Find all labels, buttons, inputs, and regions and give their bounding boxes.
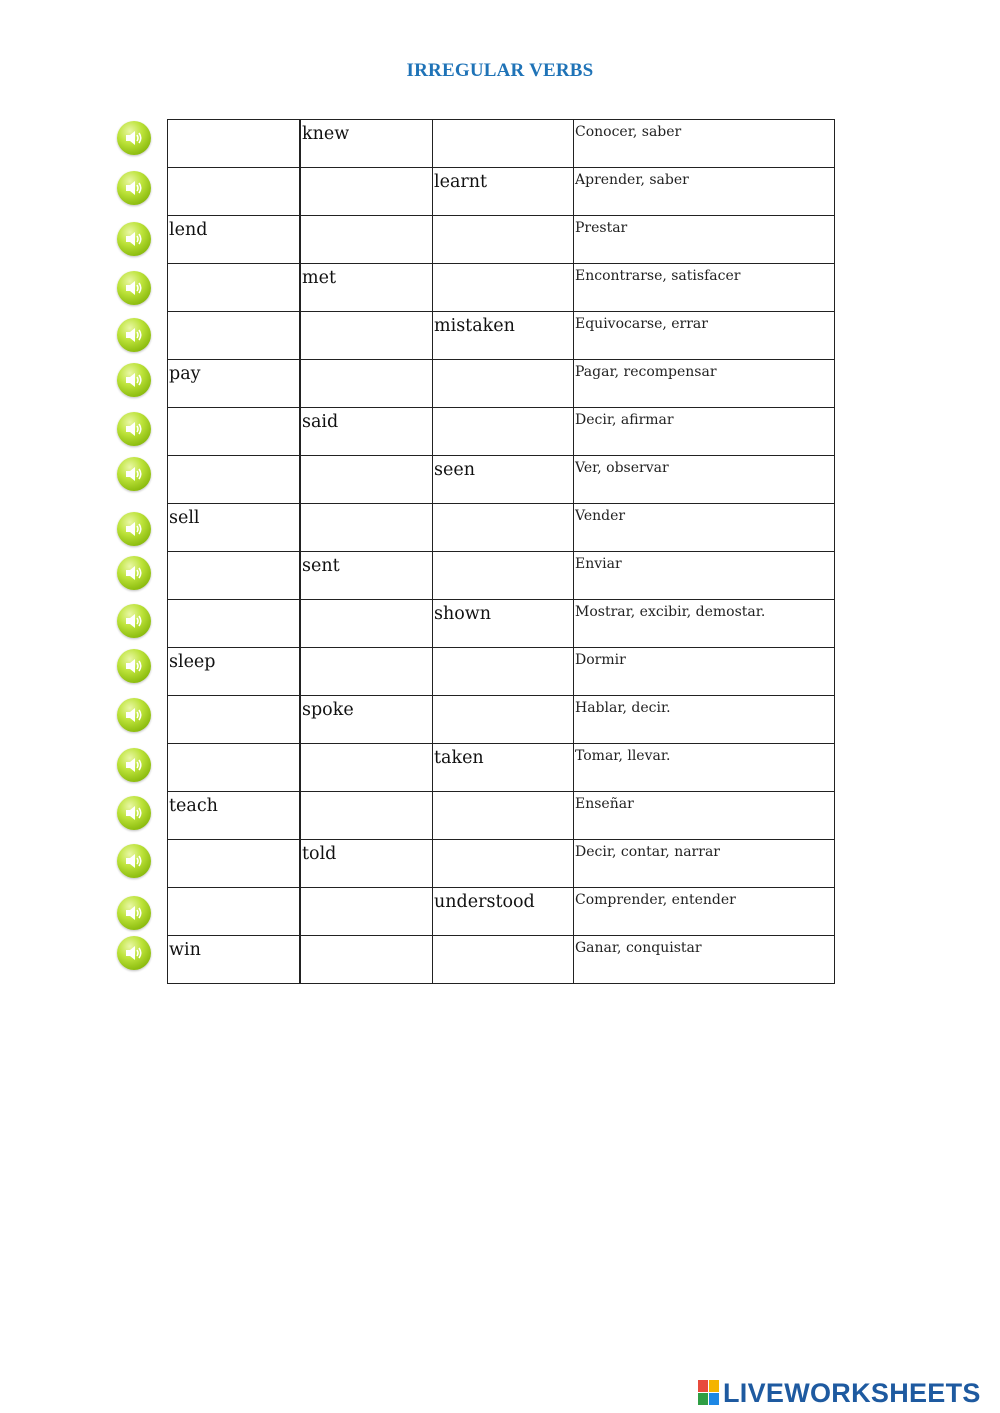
spanish-meaning: Prestar bbox=[575, 220, 628, 236]
past-participle-field-cell bbox=[433, 648, 574, 696]
table-row bbox=[168, 696, 835, 744]
base-form-field-cell bbox=[168, 120, 301, 168]
past-participle-field[interactable] bbox=[434, 792, 573, 818]
brand-footer bbox=[698, 1377, 981, 1409]
base-form-field[interactable] bbox=[169, 888, 299, 914]
past-simple-field-cell bbox=[300, 744, 433, 792]
table-row bbox=[168, 744, 835, 792]
past-simple-field[interactable] bbox=[302, 504, 432, 530]
past-participle-field-cell bbox=[433, 168, 574, 216]
spanish-meaning: Decir, afirmar bbox=[575, 412, 674, 428]
speaker-icon[interactable] bbox=[117, 121, 151, 155]
base-form-field[interactable] bbox=[169, 696, 299, 722]
past-simple-field[interactable] bbox=[302, 888, 432, 914]
spanish-meaning: Aprender, saber bbox=[575, 172, 689, 188]
meaning-cell bbox=[574, 888, 835, 936]
spanish-meaning: Hablar, decir. bbox=[575, 700, 671, 716]
spanish-meaning: Enviar bbox=[575, 556, 622, 572]
table-row bbox=[168, 840, 835, 888]
table-row bbox=[168, 504, 835, 552]
base-form-field[interactable] bbox=[169, 168, 299, 194]
meaning-cell bbox=[574, 504, 835, 552]
table-row bbox=[168, 168, 835, 216]
past-simple-field-cell bbox=[300, 936, 433, 984]
past-simple-field[interactable] bbox=[302, 312, 432, 338]
meaning-cell bbox=[574, 216, 835, 264]
base-form-field-cell bbox=[168, 744, 301, 792]
spanish-meaning: Comprender, entender bbox=[575, 892, 736, 908]
base-form-field[interactable]: pay bbox=[169, 364, 201, 384]
past-simple-field-cell bbox=[300, 840, 433, 888]
base-form-field[interactable]: lend bbox=[169, 220, 208, 240]
meaning-cell bbox=[574, 360, 835, 408]
meaning-cell bbox=[574, 744, 835, 792]
past-simple-field[interactable] bbox=[302, 168, 432, 194]
meaning-cell bbox=[574, 936, 835, 984]
spanish-meaning: Decir, contar, narrar bbox=[575, 844, 720, 860]
table-row bbox=[168, 648, 835, 696]
past-simple-field-cell bbox=[300, 792, 433, 840]
past-participle-field[interactable]: taken bbox=[434, 748, 484, 768]
brand-name: LIVEWORKSHEETS bbox=[723, 1377, 981, 1408]
meaning-cell bbox=[574, 312, 835, 360]
past-simple-field[interactable]: met bbox=[302, 268, 336, 288]
past-simple-field[interactable]: said bbox=[302, 412, 339, 432]
speaker-icon[interactable] bbox=[117, 512, 151, 546]
speaker-icon[interactable] bbox=[117, 698, 151, 732]
base-form-field-cell bbox=[168, 936, 301, 984]
base-form-field[interactable]: sell bbox=[169, 508, 200, 528]
base-form-field[interactable] bbox=[169, 552, 299, 578]
spanish-meaning: Ganar, conquistar bbox=[575, 940, 702, 956]
speaker-icon[interactable] bbox=[117, 896, 151, 930]
base-form-field[interactable]: sleep bbox=[169, 652, 216, 672]
base-form-field-cell bbox=[168, 840, 301, 888]
table-row bbox=[168, 936, 835, 984]
base-form-field-cell bbox=[168, 216, 301, 264]
past-participle-field-cell bbox=[433, 504, 574, 552]
past-participle-field-cell bbox=[433, 552, 574, 600]
table-row bbox=[168, 120, 835, 168]
meaning-cell bbox=[574, 264, 835, 312]
past-participle-field-cell bbox=[433, 792, 574, 840]
spanish-meaning: Vender bbox=[575, 508, 626, 524]
table-row bbox=[168, 264, 835, 312]
past-participle-field-cell bbox=[433, 360, 574, 408]
base-form-field-cell bbox=[168, 888, 301, 936]
past-simple-field-cell bbox=[300, 312, 433, 360]
speaker-icon[interactable] bbox=[117, 222, 151, 256]
page-title: IRREGULAR VERBS bbox=[406, 60, 594, 81]
past-participle-field[interactable]: learnt bbox=[434, 172, 488, 192]
verbs-table bbox=[167, 119, 835, 984]
past-simple-field[interactable] bbox=[302, 456, 432, 482]
past-participle-field[interactable]: shown bbox=[434, 604, 492, 624]
base-form-field[interactable] bbox=[169, 264, 299, 290]
past-participle-field[interactable] bbox=[434, 216, 573, 242]
speaker-icon[interactable] bbox=[117, 796, 151, 830]
past-participle-field[interactable] bbox=[434, 552, 573, 578]
past-participle-field-cell bbox=[433, 312, 574, 360]
base-form-field[interactable] bbox=[169, 408, 299, 434]
past-participle-field-cell bbox=[433, 888, 574, 936]
spanish-meaning: Tomar, llevar. bbox=[575, 748, 671, 764]
table-row bbox=[168, 312, 835, 360]
past-participle-field[interactable] bbox=[434, 264, 573, 290]
base-form-field-cell bbox=[168, 648, 301, 696]
past-simple-field[interactable] bbox=[302, 360, 432, 386]
spanish-meaning: Conocer, saber bbox=[575, 124, 682, 140]
base-form-field-cell bbox=[168, 408, 301, 456]
base-form-field[interactable]: win bbox=[169, 940, 201, 960]
spanish-meaning: Ver, observar bbox=[575, 460, 669, 476]
past-simple-field-cell bbox=[300, 648, 433, 696]
base-form-field-cell bbox=[168, 504, 301, 552]
speaker-icon[interactable] bbox=[117, 649, 151, 683]
past-simple-field[interactable]: knew bbox=[302, 124, 350, 144]
meaning-cell bbox=[574, 792, 835, 840]
past-simple-field-cell bbox=[300, 168, 433, 216]
past-participle-field-cell bbox=[433, 936, 574, 984]
meaning-cell bbox=[574, 648, 835, 696]
past-simple-field-cell bbox=[300, 696, 433, 744]
table-row bbox=[168, 552, 835, 600]
past-participle-field[interactable]: understood bbox=[434, 892, 535, 912]
meaning-cell bbox=[574, 120, 835, 168]
base-form-field-cell bbox=[168, 264, 301, 312]
table-row bbox=[168, 216, 835, 264]
speaker-icon[interactable] bbox=[117, 363, 151, 397]
base-form-field-cell bbox=[168, 552, 301, 600]
speaker-icon[interactable] bbox=[117, 604, 151, 638]
past-participle-field-cell bbox=[433, 120, 574, 168]
past-simple-field[interactable]: sent bbox=[302, 556, 340, 576]
base-form-field[interactable] bbox=[169, 744, 299, 770]
base-form-field-cell bbox=[168, 792, 301, 840]
speaker-icon[interactable] bbox=[117, 457, 151, 491]
past-simple-field[interactable] bbox=[302, 936, 432, 962]
liveworksheets-logo-icon bbox=[698, 1380, 720, 1406]
past-participle-field[interactable] bbox=[434, 696, 573, 722]
base-form-field-cell bbox=[168, 600, 301, 648]
table-row bbox=[168, 792, 835, 840]
past-participle-field-cell bbox=[433, 696, 574, 744]
meaning-cell bbox=[574, 840, 835, 888]
past-participle-field-cell bbox=[433, 216, 574, 264]
speaker-icon[interactable] bbox=[117, 748, 151, 782]
speaker-icon[interactable] bbox=[117, 318, 151, 352]
meaning-cell bbox=[574, 696, 835, 744]
meaning-cell bbox=[574, 552, 835, 600]
meaning-cell bbox=[574, 600, 835, 648]
past-simple-field[interactable] bbox=[302, 216, 432, 242]
past-simple-field-cell bbox=[300, 408, 433, 456]
past-participle-field-cell bbox=[433, 456, 574, 504]
spanish-meaning: Enseñar bbox=[575, 796, 634, 812]
past-simple-field[interactable] bbox=[302, 792, 432, 818]
table-row bbox=[168, 600, 835, 648]
past-simple-field-cell bbox=[300, 456, 433, 504]
meaning-cell bbox=[574, 408, 835, 456]
base-form-field-cell bbox=[168, 456, 301, 504]
base-form-field-cell bbox=[168, 168, 301, 216]
table-row bbox=[168, 456, 835, 504]
table-row bbox=[168, 360, 835, 408]
past-simple-field-cell bbox=[300, 552, 433, 600]
spanish-meaning: Mostrar, excibir, demostar. bbox=[575, 604, 766, 620]
past-simple-field[interactable]: spoke bbox=[302, 700, 354, 720]
past-simple-field-cell bbox=[300, 600, 433, 648]
speaker-icon[interactable] bbox=[117, 171, 151, 205]
past-participle-field[interactable] bbox=[434, 648, 573, 674]
past-participle-field[interactable] bbox=[434, 840, 573, 866]
spanish-meaning: Dormir bbox=[575, 652, 626, 668]
meaning-cell bbox=[574, 168, 835, 216]
past-simple-field-cell bbox=[300, 216, 433, 264]
spanish-meaning: Encontrarse, satisfacer bbox=[575, 268, 741, 284]
past-participle-field-cell bbox=[433, 600, 574, 648]
table-row bbox=[168, 408, 835, 456]
speaker-icon[interactable] bbox=[117, 556, 151, 590]
past-participle-field[interactable] bbox=[434, 360, 573, 386]
past-participle-field[interactable] bbox=[434, 936, 573, 962]
past-simple-field[interactable] bbox=[302, 744, 432, 770]
speaker-icon[interactable] bbox=[117, 271, 151, 305]
base-form-field[interactable] bbox=[169, 840, 299, 866]
base-form-field[interactable] bbox=[169, 600, 299, 626]
base-form-field[interactable] bbox=[169, 120, 299, 146]
past-participle-field-cell bbox=[433, 840, 574, 888]
past-simple-field-cell bbox=[300, 504, 433, 552]
past-simple-field-cell bbox=[300, 360, 433, 408]
base-form-field[interactable]: teach bbox=[169, 796, 218, 816]
past-simple-field-cell bbox=[300, 264, 433, 312]
base-form-field-cell bbox=[168, 312, 301, 360]
past-participle-field-cell bbox=[433, 264, 574, 312]
past-simple-field-cell bbox=[300, 120, 433, 168]
past-participle-field[interactable] bbox=[434, 408, 573, 434]
speaker-icon[interactable] bbox=[117, 936, 151, 970]
spanish-meaning: Pagar, recompensar bbox=[575, 364, 717, 380]
past-participle-field[interactable]: seen bbox=[434, 460, 475, 480]
past-participle-field[interactable]: mistaken bbox=[434, 316, 515, 336]
past-simple-field[interactable]: told bbox=[302, 844, 337, 864]
speaker-icon[interactable] bbox=[117, 412, 151, 446]
table-row bbox=[168, 888, 835, 936]
past-participle-field-cell bbox=[433, 408, 574, 456]
past-simple-field[interactable] bbox=[302, 648, 432, 674]
spanish-meaning: Equivocarse, errar bbox=[575, 316, 708, 332]
base-form-field[interactable] bbox=[169, 456, 299, 482]
past-participle-field-cell bbox=[433, 744, 574, 792]
past-participle-field[interactable] bbox=[434, 120, 573, 146]
past-simple-field[interactable] bbox=[302, 600, 432, 626]
past-participle-field[interactable] bbox=[434, 504, 573, 530]
past-simple-field-cell bbox=[300, 888, 433, 936]
base-form-field-cell bbox=[168, 360, 301, 408]
meaning-cell bbox=[574, 456, 835, 504]
base-form-field[interactable] bbox=[169, 312, 299, 338]
base-form-field-cell bbox=[168, 696, 301, 744]
speaker-icon[interactable] bbox=[117, 844, 151, 878]
